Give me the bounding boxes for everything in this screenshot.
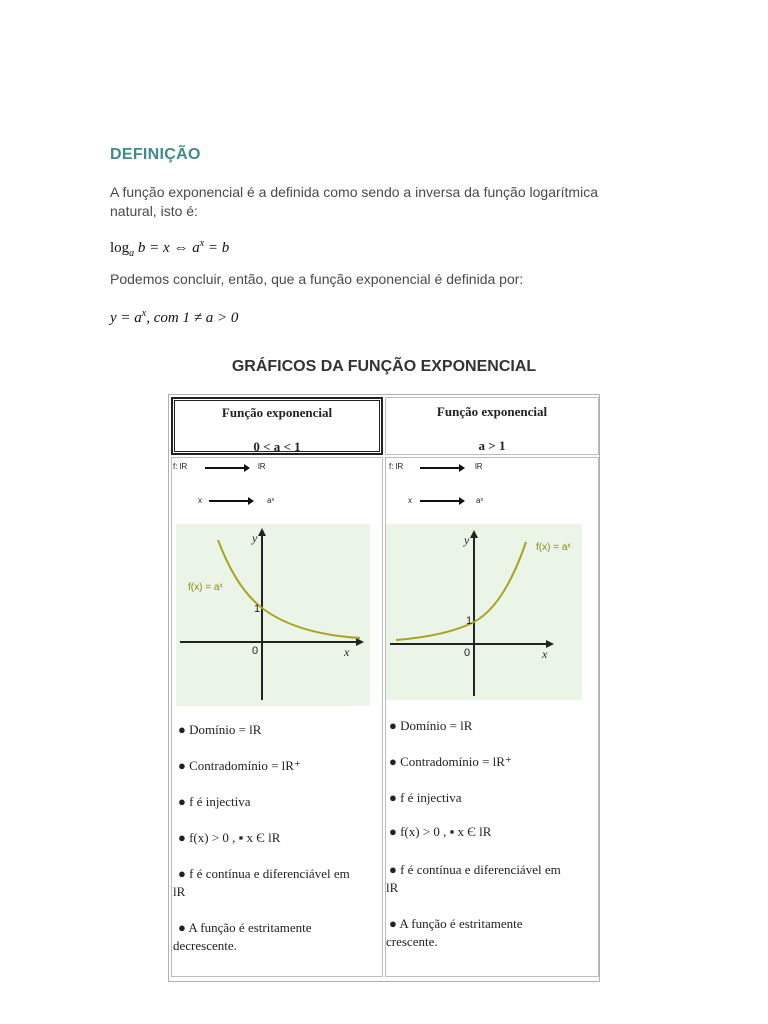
property-monotonic-cont: decrescente. bbox=[173, 938, 237, 953]
graph-decreasing bbox=[176, 524, 370, 706]
conclusion-text: Podemos concluir, então, que a função exponencial é definida por: bbox=[110, 271, 524, 287]
intro-line-2: natural, isto é: bbox=[110, 203, 198, 219]
x-axis-label: x bbox=[542, 647, 548, 661]
intercept-label: 1 bbox=[466, 615, 473, 627]
property-monotonic: ● A função é estritamente bbox=[178, 920, 312, 935]
property-codomain: ● Contradomínio = lR⁺ bbox=[178, 758, 301, 773]
intro-text bbox=[110, 183, 598, 221]
graph-increasing-svg bbox=[386, 524, 582, 700]
property-continuous-cont: lR bbox=[173, 884, 186, 899]
graph-decreasing-svg bbox=[176, 524, 370, 706]
y-axis-label: y bbox=[252, 531, 258, 545]
header-cell-decreasing bbox=[171, 397, 383, 455]
header-title: Função exponencial bbox=[436, 404, 548, 419]
property-domain: ● Domínio = lR bbox=[178, 722, 262, 737]
map-domain: f: lR bbox=[173, 462, 188, 471]
curve-label: f(x) = aˣ bbox=[536, 542, 571, 553]
property-monotonic-cont: crescente. bbox=[386, 934, 438, 949]
body-cell-increasing bbox=[385, 457, 599, 977]
comparison-table bbox=[168, 394, 600, 982]
map-image: aˣ bbox=[267, 496, 275, 505]
map-variable: x bbox=[198, 496, 202, 505]
map-variable: x bbox=[408, 496, 412, 505]
graphs-title: GRÁFICOS DA FUNÇÃO EXPONENCIAL bbox=[231, 358, 537, 375]
property-positive: ● f(x) > 0 , ▪ x Є lR bbox=[389, 824, 492, 839]
y-axis-arrow-icon bbox=[258, 528, 266, 536]
map-domain: f: lR bbox=[389, 462, 404, 471]
log-definition-formula: $\log_a b = x$ ⇔ $a^x = b$ bbox=[110, 238, 230, 259]
body-cell-decreasing bbox=[171, 457, 383, 977]
property-injective: ● f é injectiva bbox=[389, 790, 462, 805]
header-condition: 0 < a < 1 bbox=[253, 439, 301, 454]
property-codomain: ● Contradomínio = lR⁺ bbox=[389, 754, 512, 769]
property-domain: ● Domínio = lR bbox=[389, 718, 473, 733]
arrow-icon bbox=[205, 467, 245, 469]
property-continuous-cont: lR bbox=[386, 880, 399, 895]
arrow-icon bbox=[209, 500, 249, 502]
y-axis-label: y bbox=[464, 533, 470, 547]
origin-label: 0 bbox=[252, 645, 259, 657]
exponential-curve bbox=[396, 542, 526, 640]
intercept-label: 1 bbox=[254, 603, 261, 615]
map-image: aˣ bbox=[476, 496, 484, 505]
map-codomain: lR bbox=[258, 462, 266, 471]
y-axis-arrow-icon bbox=[470, 530, 478, 538]
x-axis-arrow-icon bbox=[356, 638, 364, 646]
property-positive: ● f(x) > 0 , ▪ x Є lR bbox=[178, 830, 281, 845]
origin-label: 0 bbox=[464, 647, 471, 659]
curve-label: f(x) = aˣ bbox=[188, 582, 223, 593]
header-condition: a > 1 bbox=[478, 438, 506, 453]
graph-increasing bbox=[386, 524, 582, 700]
x-axis-label: x bbox=[344, 645, 350, 659]
property-injective: ● f é injectiva bbox=[178, 794, 251, 809]
property-continuous: ● f é contínua e diferenciável em bbox=[178, 866, 350, 881]
header-title: Função exponencial bbox=[221, 405, 333, 420]
section-heading: DEFINIÇÃO bbox=[110, 146, 201, 163]
exponential-definition-formula: $y = a^x$, com 1 ≠ a > 0 bbox=[110, 308, 239, 326]
arrow-icon bbox=[420, 467, 460, 469]
property-continuous: ● f é contínua e diferenciável em bbox=[389, 862, 561, 877]
intro-line-1: A função exponencial é a definida como sendo a inversa da função logarítmica bbox=[110, 184, 598, 200]
map-codomain: lR bbox=[475, 462, 483, 471]
exponential-curve bbox=[218, 540, 360, 638]
header-cell-increasing bbox=[385, 397, 599, 455]
arrow-icon bbox=[420, 500, 460, 502]
property-monotonic: ● A função é estritamente bbox=[389, 916, 523, 931]
